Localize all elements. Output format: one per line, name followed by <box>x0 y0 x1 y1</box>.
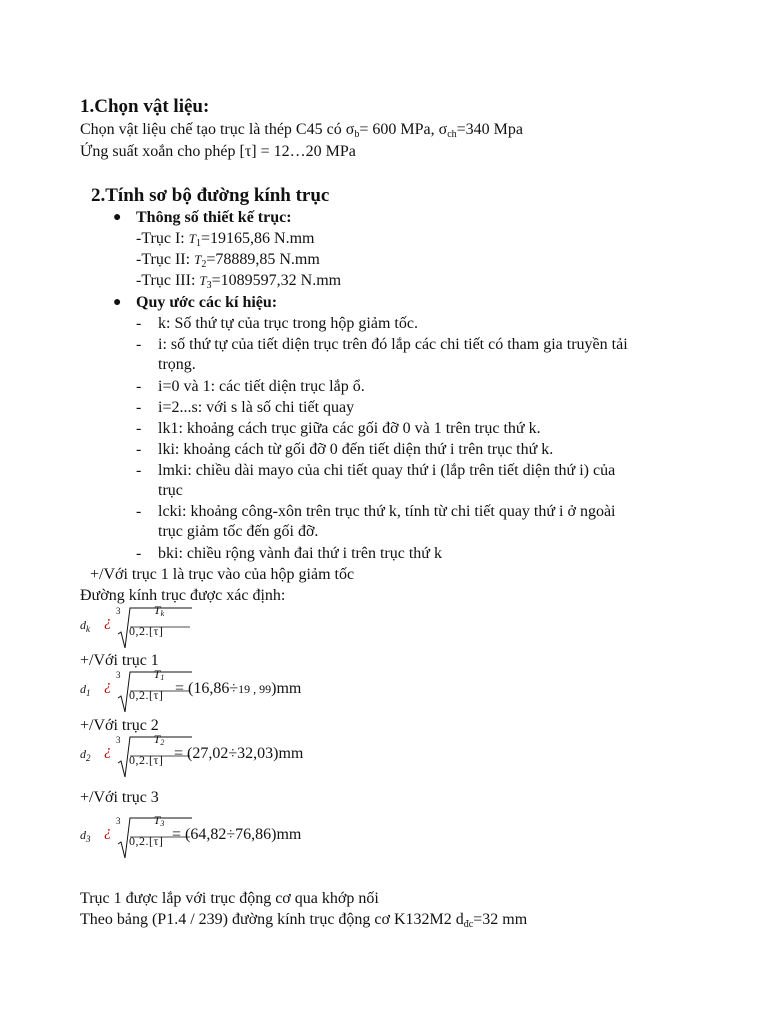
shaft-2-label: +/Với trục 2 <box>80 717 159 734</box>
convention-item-cont: trục giảm tốc đến gối đỡ. <box>158 523 319 540</box>
material-text-2: = 600 MPa, σ <box>359 121 448 138</box>
torque-sub: 3 <box>206 280 212 291</box>
formula-lhs: $d_k$ <box>80 618 90 634</box>
convention-item-cont: trọng. <box>158 356 196 373</box>
torque-sub: 2 <box>201 259 207 270</box>
shaft-3-label: +/Với trục 3 <box>80 789 159 806</box>
shaft-1-result: = (16,86÷19 , 99)mm <box>175 680 302 697</box>
fraction-numerator: Tk <box>153 603 165 618</box>
shaft-1-formula <box>80 668 420 718</box>
inverted-question-glyph: ¿ <box>104 678 112 694</box>
motor-shaft-value: =32 mm <box>473 911 528 928</box>
shaft-1-intro: +/Với trục 1 là trục vào của hộp giảm tốc <box>90 566 355 583</box>
design-params-label: Thông số thiết kế trục: <box>136 209 292 226</box>
dash-marker: - <box>136 462 142 479</box>
convention-item: i=2...s: với s là số chi tiết quay <box>158 399 355 416</box>
torque-symbol: T <box>188 231 196 246</box>
cube-root-index: 3 <box>116 816 121 826</box>
sigma-ch-sub: ch <box>447 129 457 140</box>
convention-item: lmki: chiều dài mayo của chi tiết quay thứ i (lắp trên tiết diện thứ i) của <box>158 462 616 479</box>
formula-lhs: $d_2$ <box>80 747 91 763</box>
shaft-3-prefix: -Trục III: <box>136 272 200 289</box>
shaft-1-value: =19165,86 N.mm <box>200 230 315 247</box>
formula-caption: Đường kính trục được xác định: <box>80 587 286 604</box>
cube-root-index: 3 <box>116 735 121 745</box>
material-text-3: =340 Mpa <box>456 121 524 138</box>
shaft-2-value: =78889,85 N.mm <box>206 251 320 268</box>
material-text-1: Chọn vật liệu chế tạo trục là thép C45 có σ <box>80 121 355 138</box>
formula-lhs: $d_1$ <box>80 682 91 698</box>
fraction-denominator: 0,2.[τ] <box>129 753 164 767</box>
shaft-2-formula <box>80 733 420 783</box>
convention-item: i: số thứ tự của tiết diện trục trên đó lắp các chi tiết có tham gia truyền tải <box>158 336 628 353</box>
convention-item: lcki: khoảng công-xôn trên trục thứ k, tính từ chi tiết quay thứ i ở ngoài <box>158 503 616 520</box>
fraction-denominator: 0,2.[τ] <box>129 624 164 638</box>
motor-shaft-note <box>80 910 527 935</box>
dash-marker: - <box>136 399 142 416</box>
motor-shaft-sub: đc <box>463 919 474 930</box>
inverted-question-glyph: ¿ <box>104 614 112 630</box>
coupling-note: Trục 1 được lắp với trục động cơ qua khớp nối <box>80 890 379 907</box>
general-diameter-formula <box>80 604 220 654</box>
torque-sub: 1 <box>195 238 201 249</box>
fraction-numerator: T3 <box>153 813 165 828</box>
convention-item: lk1: khoảng cách trục giữa các gối đỡ 0 và 1 trên trục thứ k. <box>158 420 541 437</box>
torsion-stress-line: Ứng suất xoắn cho phép [τ] = 12…20 MPa <box>80 143 356 160</box>
dash-marker: - <box>136 378 142 395</box>
dash-marker: - <box>136 336 142 353</box>
torque-symbol: T <box>199 273 207 288</box>
shaft-1-label: +/Với trục 1 <box>80 652 159 669</box>
formula-lhs: $d_3$ <box>80 828 91 844</box>
dash-marker: - <box>136 441 142 458</box>
convention-item: i=0 và 1: các tiết diện trục lắp ổ. <box>158 378 365 395</box>
conventions-label: Quy ước các kí hiệu: <box>136 294 278 311</box>
dash-marker: - <box>136 545 142 562</box>
convention-item: bki: chiều rộng vành đai thứ i trên trục thứ k <box>158 545 442 562</box>
cube-root-index: 3 <box>116 606 121 616</box>
shaft-2-prefix: -Trục II: <box>136 251 195 268</box>
fraction-denominator: 0,2.[τ] <box>129 688 164 702</box>
fraction-numerator: T2 <box>153 732 165 747</box>
bullet-icon: ● <box>113 210 122 225</box>
dash-marker: - <box>136 420 142 437</box>
dash-marker: - <box>136 503 142 520</box>
torque-symbol: T <box>194 252 202 267</box>
fraction-denominator: 0,2.[τ] <box>129 834 164 848</box>
section-2-heading: 2.Tính sơ bộ đường kính trục <box>91 185 330 206</box>
shaft-1-prefix: -Trục I: <box>136 230 189 247</box>
fraction-numerator: T1 <box>153 667 165 682</box>
convention-item: k: Số thứ tự của trục trong hộp giảm tốc. <box>158 315 418 332</box>
shaft-2-result: = (27,02÷32,03)mm <box>174 745 304 762</box>
shaft-3-formula <box>80 814 420 864</box>
convention-item: lki: khoảng cách từ gối đỡ 0 đến tiết diện thứ i trên trục thứ k. <box>158 441 554 458</box>
inverted-question-glyph: ¿ <box>104 743 112 759</box>
section-1-heading: 1.Chọn vật liệu: <box>80 96 210 117</box>
shaft-3-result: = (64,82÷76,86)mm <box>172 826 302 843</box>
motor-shaft-text: Theo bảng (P1.4 / 239) đường kính trục động cơ K132M2 d <box>80 911 464 928</box>
bullet-icon: ● <box>113 295 122 310</box>
convention-item-cont: trục <box>158 482 183 499</box>
shaft-3-value: =1089597,32 N.mm <box>211 272 342 289</box>
cube-root-index: 3 <box>116 670 121 680</box>
dash-marker: - <box>136 315 142 332</box>
inverted-question-glyph: ¿ <box>104 824 112 840</box>
sigma-b-sub: b <box>354 129 360 140</box>
